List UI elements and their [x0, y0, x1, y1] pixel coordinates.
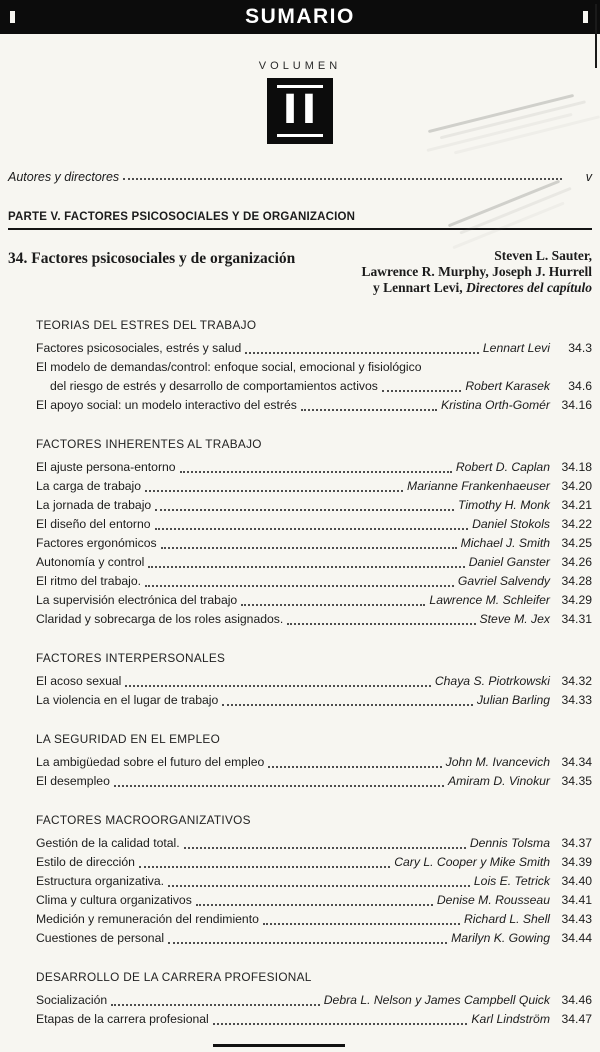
entry-title: Etapas de la carrera profesional	[36, 1012, 209, 1026]
toc-entry	[36, 534, 592, 553]
toc-entry	[36, 891, 592, 910]
header-bar	[0, 0, 600, 34]
dot-leader	[268, 766, 441, 768]
entry-page-number: 34.40	[561, 874, 592, 888]
entry-author: Denise M. Rousseau	[436, 893, 550, 907]
entry-title: La supervisión electrónica del trabajo	[36, 593, 238, 607]
dot-leader	[155, 509, 454, 511]
dot-leader	[241, 604, 425, 606]
section-heading: FACTORES INHERENTES AL TRABAJO	[36, 437, 262, 451]
entry-page-number: 34.25	[561, 536, 592, 550]
entry-author: Robert Karasek	[465, 379, 550, 393]
entry-author: Amiram D. Vinokur	[447, 774, 550, 788]
toc-entry	[36, 853, 592, 872]
entry-author: Richard L. Shell	[463, 912, 550, 926]
entry-page-number: 34.31	[561, 612, 592, 626]
editors-role: Directores del capítulo	[466, 280, 592, 295]
entry-page-number: 34.44	[561, 931, 592, 945]
toc-entry	[36, 458, 592, 477]
entry-page-number: 34.43	[561, 912, 592, 926]
toc-entry	[36, 929, 592, 948]
toc-section	[36, 731, 592, 791]
page-title: SUMARIO	[245, 5, 355, 28]
volume-number-box	[267, 78, 333, 144]
entry-title: El diseño del entorno	[36, 517, 151, 531]
entry-page-number: 34.37	[561, 836, 592, 850]
front-matter-page-number: v	[585, 170, 592, 184]
section-heading: LA SEGURIDAD EN EL EMPLEO	[36, 732, 221, 746]
section-heading: TEORIAS DEL ESTRES DEL TRABAJO	[36, 318, 257, 332]
entry-title: La violencia en el lugar de trabajo	[36, 693, 219, 707]
toc-entry	[36, 553, 592, 572]
entry-author: John M. Ivancevich	[445, 755, 550, 769]
toc-entry	[36, 1010, 592, 1029]
entry-title: Clima y cultura organizativos	[36, 893, 192, 907]
entry-title: La carga de trabajo	[36, 479, 142, 493]
entry-author: Lennart Levi	[482, 341, 550, 355]
volume-number: II	[277, 85, 324, 137]
entry-author: Marilyn K. Gowing	[451, 931, 550, 945]
entry-author: Cary L. Cooper y Mike Smith	[394, 855, 550, 869]
toc-entry	[36, 834, 592, 853]
toc-entry	[36, 610, 592, 629]
dot-leader	[196, 904, 433, 906]
entry-author: Debra L. Nelson y James Campbell Quick	[323, 993, 550, 1007]
toc-section	[36, 317, 592, 415]
toc-entry	[36, 477, 592, 496]
entry-title: El modelo de demandas/control: enfoque social, emocional y fisiológico	[36, 360, 422, 374]
entry-title: El apoyo social: un modelo interactivo del estrés	[36, 398, 297, 412]
entry-author: Steve M. Jex	[479, 612, 550, 626]
entry-title: Medición y remuneración del rendimiento	[36, 912, 259, 926]
dot-leader	[213, 1023, 468, 1025]
toc-entry	[36, 396, 592, 415]
entry-title: del riesgo de estrés y desarrollo de comportamientos activos	[50, 379, 378, 393]
toc-section	[36, 436, 592, 629]
entry-title: Autonomía y control	[36, 555, 145, 569]
dot-leader	[287, 623, 475, 625]
entry-author: Kristina Orth-Gomér	[440, 398, 550, 412]
toc-section	[36, 969, 592, 1029]
entry-author: Marianne Frankenhaeuser	[407, 479, 550, 493]
editors-line-3-names: y Lennart Levi,	[373, 280, 467, 295]
chapter-title: 34. Factores psicosociales y de organización	[8, 250, 296, 267]
part-header: PARTE V. FACTORES PSICOSOCIALES Y DE ORGANIZACION	[8, 211, 592, 230]
entry-page-number: 34.3	[568, 341, 592, 355]
entry-title: Claridad y sobrecarga de los roles asignados.	[36, 612, 284, 626]
entry-page-number: 34.16	[561, 398, 592, 412]
entry-page-number: 34.32	[561, 674, 592, 688]
editors-line-1: Steven L. Sauter,	[494, 248, 592, 263]
scan-artifact-footer-bar	[213, 1044, 345, 1047]
entry-page-number: 34.20	[561, 479, 592, 493]
dot-leader	[125, 685, 430, 687]
entry-page-number: 34.18	[561, 460, 592, 474]
dot-leader	[145, 585, 454, 587]
toc-section	[36, 812, 592, 948]
entry-title: Factores ergonómicos	[36, 536, 157, 550]
toc-sections	[0, 317, 600, 1029]
dot-leader	[168, 885, 470, 887]
entry-author: Dennis Tolsma	[469, 836, 550, 850]
entry-page-number: 34.47	[561, 1012, 592, 1026]
entry-page-number: 34.21	[561, 498, 592, 512]
entry-page-number: 34.26	[561, 555, 592, 569]
entry-author: Timothy H. Monk	[458, 498, 550, 512]
entry-author: Robert D. Caplan	[455, 460, 550, 474]
dot-leader	[161, 547, 457, 549]
entry-page-number: 34.35	[561, 774, 592, 788]
chapter-editors	[361, 248, 592, 296]
entry-author: Lois E. Tetrick	[473, 874, 550, 888]
dot-leader	[382, 390, 461, 392]
entry-page-number: 34.28	[561, 574, 592, 588]
entry-author: Lawrence M. Schleifer	[429, 593, 550, 607]
entry-author: Daniel Ganster	[468, 555, 550, 569]
toc-entry	[36, 691, 592, 710]
entry-author: Gavriel Salvendy	[457, 574, 550, 588]
entry-page-number: 34.33	[561, 693, 592, 707]
toc-entry	[36, 339, 592, 358]
toc-entry	[36, 515, 592, 534]
toc-section	[36, 650, 592, 710]
chapter-heading	[8, 248, 592, 296]
toc-entry	[36, 772, 592, 791]
entry-title: El desempleo	[36, 774, 110, 788]
toc-entry	[36, 872, 592, 891]
toc-entry	[36, 496, 592, 515]
dot-leader	[114, 785, 444, 787]
editors-line-2: Lawrence R. Murphy, Joseph J. Hurrell	[361, 264, 592, 279]
toc-entry	[36, 672, 592, 691]
entry-title: Cuestiones de personal	[36, 931, 165, 945]
dot-leader	[155, 528, 469, 530]
registration-mark-right	[583, 11, 588, 23]
dot-leader	[123, 178, 562, 180]
toc-entry	[36, 991, 592, 1010]
volume-block	[0, 60, 600, 144]
dot-leader	[184, 847, 466, 849]
entry-author: Chaya S. Piotrkowski	[434, 674, 550, 688]
entry-title: Estructura organizativa.	[36, 874, 165, 888]
entry-page-number: 34.22	[561, 517, 592, 531]
dot-leader	[139, 866, 390, 868]
dot-leader	[263, 923, 460, 925]
entry-author: Daniel Stokols	[472, 517, 550, 531]
entry-title: La jornada de trabajo	[36, 498, 152, 512]
section-heading: FACTORES MACROORGANIZATIVOS	[36, 813, 251, 827]
entry-title: La ambigüedad sobre el futuro del empleo	[36, 755, 265, 769]
entry-title: Socialización	[36, 993, 108, 1007]
entry-title: El ritmo del trabajo.	[36, 574, 141, 588]
dot-leader	[180, 471, 452, 473]
volume-label: VOLUMEN	[258, 60, 342, 72]
toc-entry	[36, 358, 592, 396]
toc-entry	[36, 753, 592, 772]
toc-entry	[36, 591, 592, 610]
toc-entry	[36, 572, 592, 591]
dot-leader	[148, 566, 464, 568]
dot-leader	[168, 942, 447, 944]
dot-leader	[301, 409, 437, 411]
dot-leader	[111, 1004, 320, 1006]
entry-page-number: 34.39	[561, 855, 592, 869]
section-heading: FACTORES INTERPERSONALES	[36, 651, 226, 665]
dot-leader	[145, 490, 403, 492]
entry-author: Michael J. Smith	[460, 536, 550, 550]
section-heading: DESARROLLO DE LA CARRERA PROFESIONAL	[36, 970, 312, 984]
entry-page-number: 34.34	[561, 755, 592, 769]
entry-page-number: 34.29	[561, 593, 592, 607]
entry-page-number: 34.46	[561, 993, 592, 1007]
entry-page-number: 34.6	[568, 379, 592, 393]
registration-mark-left	[10, 11, 15, 23]
entry-author: Karl Lindström	[471, 1012, 550, 1026]
editors-line-3	[361, 280, 592, 296]
dot-leader	[245, 352, 479, 354]
front-matter-title: Autores y directores	[8, 170, 120, 184]
entry-author: Julian Barling	[476, 693, 550, 707]
entry-title: El ajuste persona-entorno	[36, 460, 176, 474]
entry-page-number: 34.41	[561, 893, 592, 907]
dot-leader	[222, 704, 473, 706]
entry-title: El acoso sexual	[36, 674, 122, 688]
entry-title: Factores psicosociales, estrés y salud	[36, 341, 242, 355]
front-matter-entry	[8, 170, 592, 184]
toc-entry	[36, 910, 592, 929]
entry-title: Estilo de dirección	[36, 855, 135, 869]
scan-artifact-edge-line	[595, 4, 597, 68]
entry-title: Gestión de la calidad total.	[36, 836, 180, 850]
